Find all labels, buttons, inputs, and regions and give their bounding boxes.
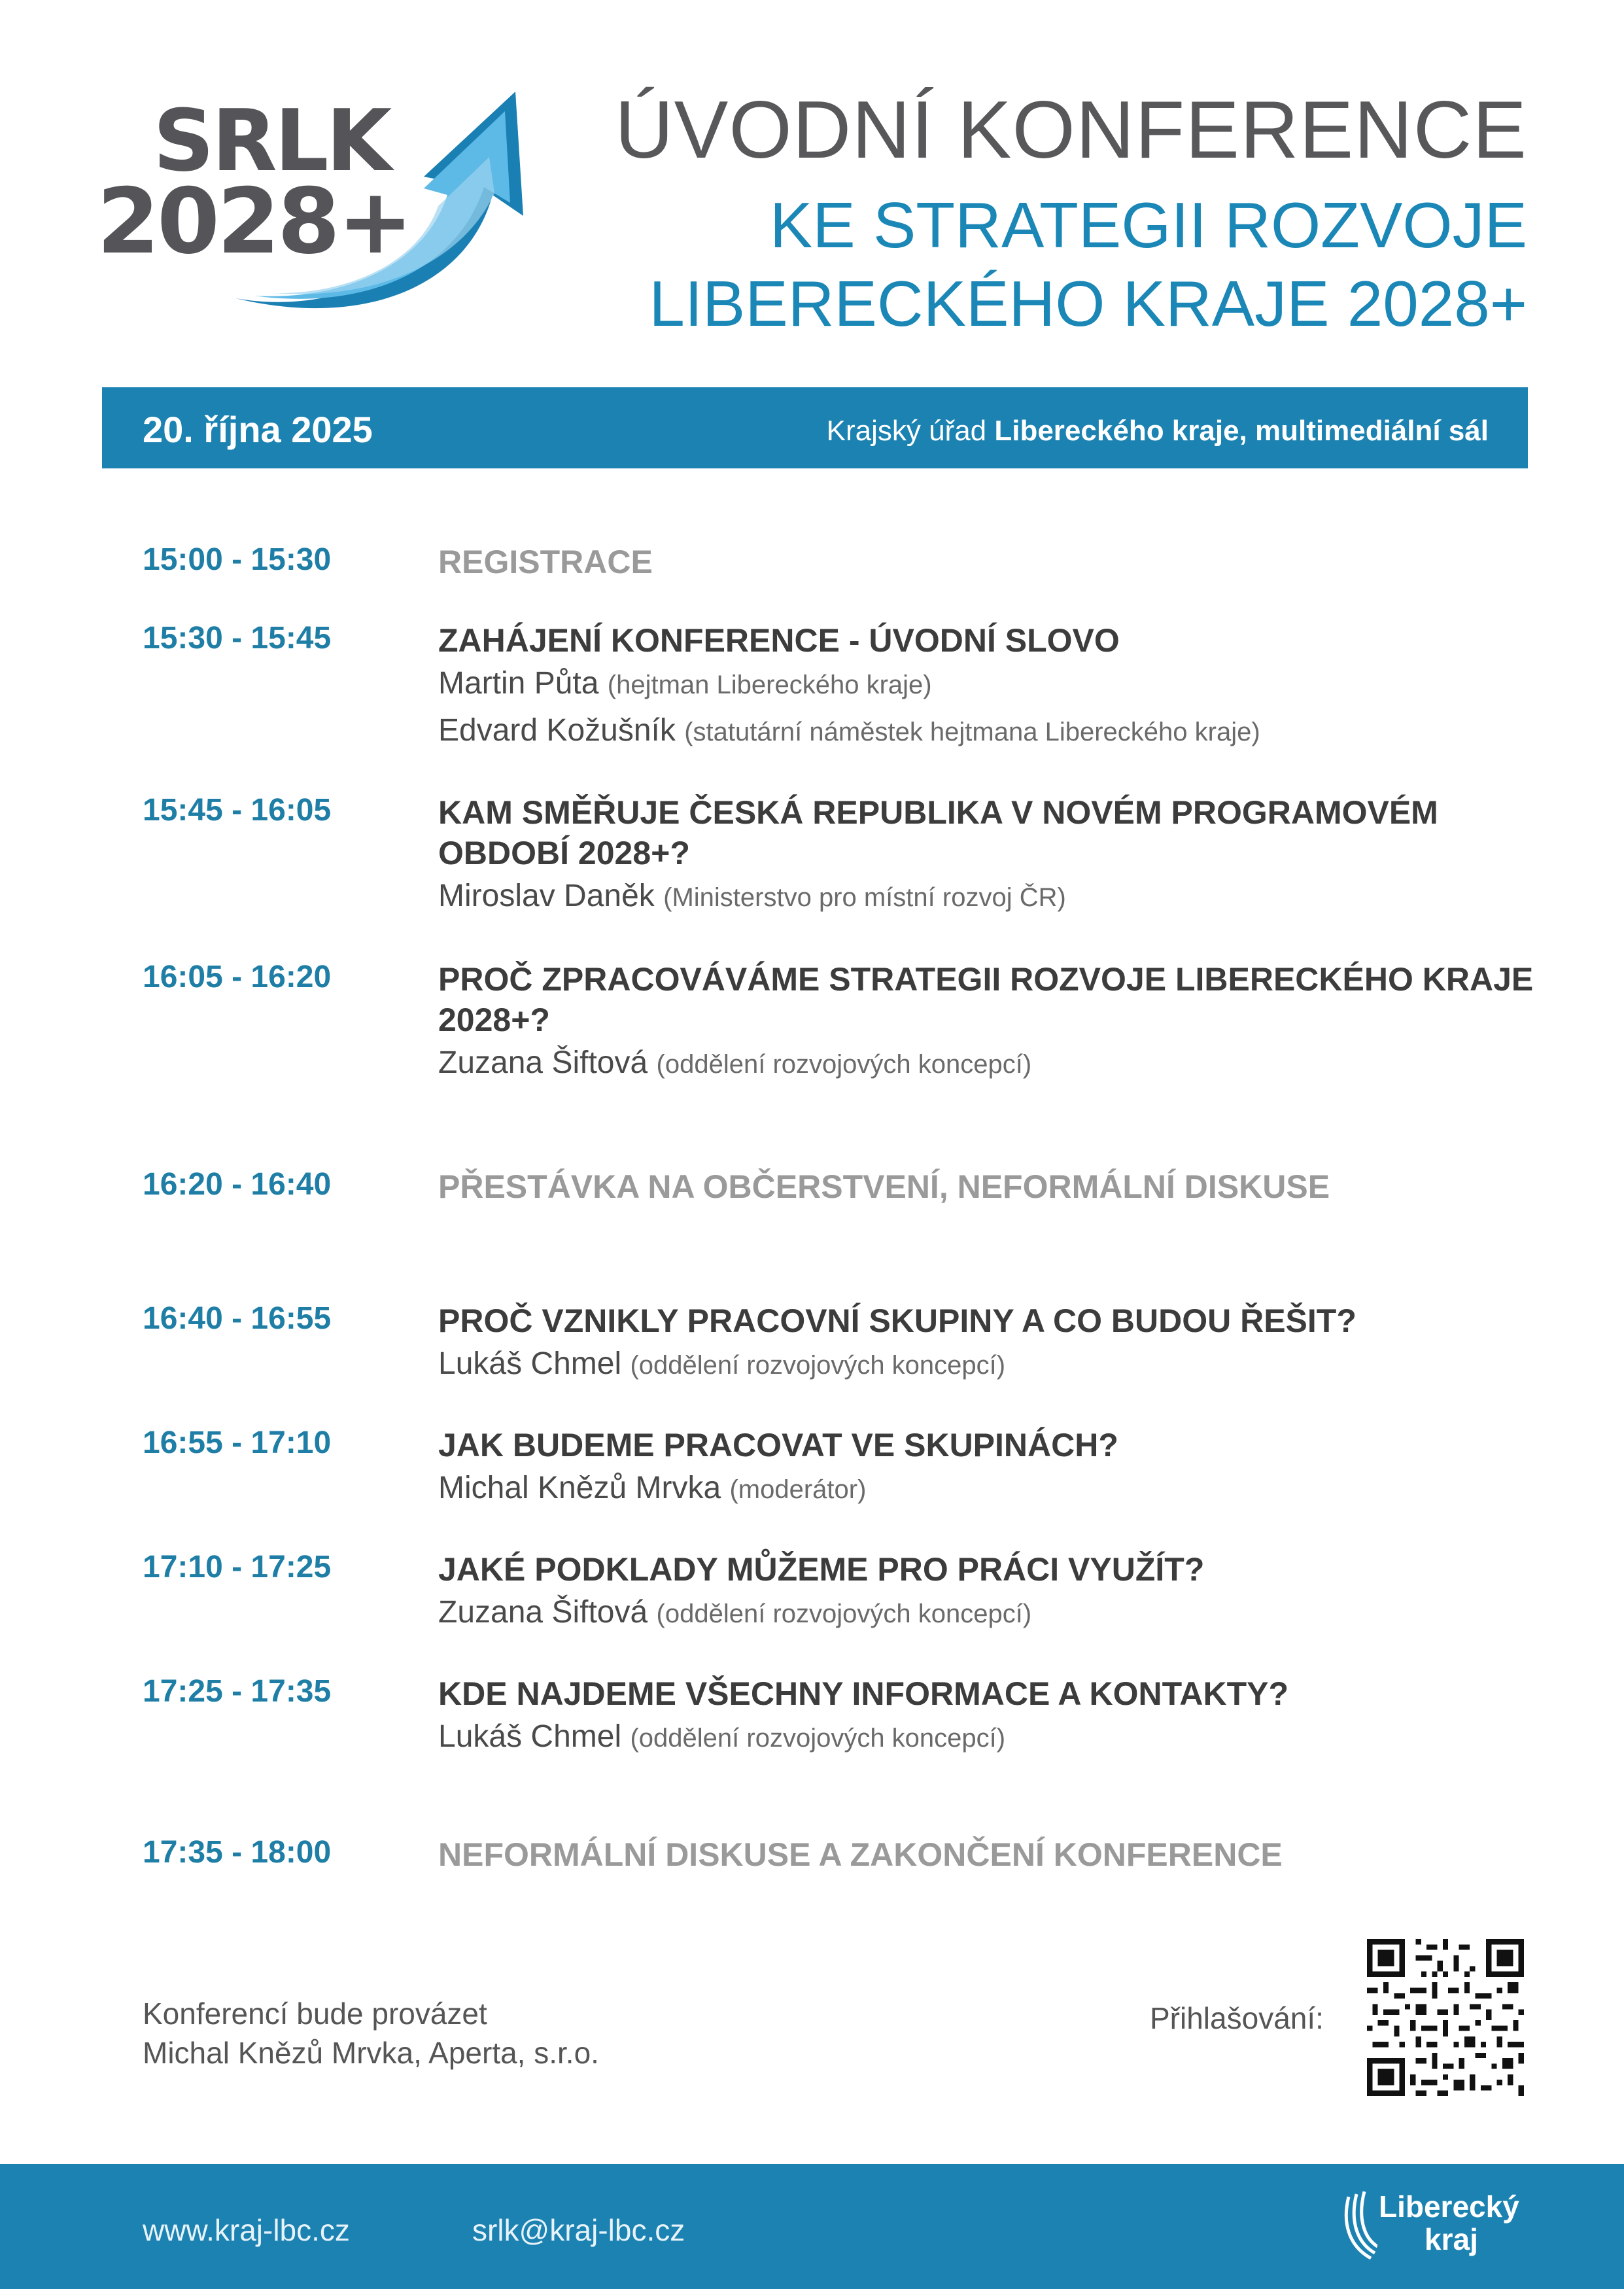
kraj-swoosh-icon: [1342, 2190, 1377, 2262]
email-link[interactable]: srlk@kraj-lbc.cz: [472, 2213, 685, 2247]
program-speaker: [438, 661, 1576, 708]
qr-code-icon[interactable]: [1367, 1939, 1524, 2096]
program-speaker: [438, 1714, 1576, 1761]
program-time: 17:35 - 18:00: [143, 1835, 332, 1870]
logo-text-2028: 2028+: [97, 169, 411, 274]
moderator-note-line1: Konferencí bude provázet: [143, 1997, 487, 2031]
speaker-role: (oddělení rozvojových koncepcí): [656, 1050, 1032, 1079]
program-topic: JAKÉ PODKLADY MŮŽEME PRO PRÁCI VYUŽÍT?: [438, 1551, 1205, 1588]
program-time: 15:30 - 15:45: [143, 621, 332, 655]
event-location-prefix: Krajský úřad: [826, 415, 995, 447]
page-subtitle-line2: LIBERECKÉHO KRAJE 2028+: [649, 268, 1527, 340]
program-time: 15:45 - 16:05: [143, 793, 332, 828]
speaker-role: (moderátor): [729, 1475, 867, 1504]
event-location-name: Libereckého kraje, multimediální sál: [994, 415, 1489, 447]
program-time: 16:40 - 16:55: [143, 1301, 332, 1336]
logo-text-srlk: SRLK: [153, 91, 390, 190]
program-speaker: [438, 1341, 1576, 1388]
speaker-name: Michal Knězů Mrvka: [438, 1471, 721, 1505]
program-time: 16:55 - 17:10: [143, 1425, 332, 1460]
program-speaker: [438, 873, 1576, 920]
kraj-logo-line1: Liberecký: [1379, 2190, 1519, 2224]
speaker-role: (Ministerstvo pro místní rozvoj ČR): [663, 883, 1066, 912]
program-speaker: [438, 708, 1576, 755]
kraj-logo-line2: kraj: [1425, 2222, 1478, 2256]
program-time: 17:10 - 17:25: [143, 1550, 332, 1584]
program-topic: REGISTRACE: [438, 544, 653, 580]
program-time: 16:05 - 16:20: [143, 960, 332, 994]
speaker-name: Miroslav Daněk: [438, 879, 655, 913]
speaker-name: Lukáš Chmel: [438, 1346, 622, 1381]
program-topic: PROČ VZNIKLY PRACOVNÍ SKUPINY A CO BUDOU ŘEŠIT?: [438, 1302, 1356, 1339]
liberecky-kraj-logo: [1342, 2190, 1538, 2269]
footer-bar: [0, 2164, 1624, 2289]
moderator-note: [143, 1994, 599, 2072]
program-topic: KAM SMĚŘUJE ČESKÁ REPUBLIKA V NOVÉM PROGRAMOVÉM OBDOBÍ 2028+?: [438, 794, 1438, 871]
program-time: 16:20 - 16:40: [143, 1167, 332, 1202]
program-time: 17:25 - 17:35: [143, 1674, 332, 1709]
page-subtitle-line1: KE STRATEGII ROZVOJE: [769, 189, 1527, 261]
moderator-note-line2: Michal Knězů Mrvka, Aperta, s.r.o.: [143, 2036, 599, 2070]
speaker-role: (statutární náměstek hejtmana Libereckého kraje): [684, 718, 1260, 746]
signup-label: Přihlašování:: [1150, 2001, 1324, 2035]
speaker-name: Martin Půta: [438, 666, 599, 701]
speaker-role: (oddělení rozvojových koncepcí): [630, 1351, 1006, 1380]
program-topic: PROČ ZPRACOVÁVÁME STRATEGII ROZVOJE LIBERECKÉHO KRAJE 2028+?: [438, 961, 1534, 1038]
event-date: 20. října 2025: [143, 409, 373, 450]
speaker-role: (oddělení rozvojových koncepcí): [656, 1599, 1032, 1628]
program-topic: PŘESTÁVKA NA OBČERSTVENÍ, NEFORMÁLNÍ DISKUSE: [438, 1168, 1330, 1205]
speaker-role: (oddělení rozvojových koncepcí): [630, 1724, 1006, 1753]
program-topic: KDE NAJDEME VŠECHNY INFORMACE A KONTAKTY?: [438, 1675, 1289, 1712]
program-speaker: [438, 1040, 1576, 1087]
program-topic: ZAHÁJENÍ KONFERENCE - ÚVODNÍ SLOVO: [438, 622, 1120, 659]
event-location: [827, 415, 1489, 447]
page-title: ÚVODNÍ KONFERENCE: [615, 85, 1527, 175]
program-topic: NEFORMÁLNÍ DISKUSE A ZAKONČENÍ KONFERENCE: [438, 1836, 1283, 1873]
srlk-logo: [97, 85, 528, 334]
speaker-name: Lukáš Chmel: [438, 1719, 622, 1754]
date-location-band: [102, 387, 1528, 468]
program-speaker: [438, 1465, 1576, 1512]
program-topic: JAK BUDEME PRACOVAT VE SKUPINÁCH?: [438, 1427, 1118, 1463]
program-time: 15:00 - 15:30: [143, 542, 332, 577]
speaker-name: Zuzana Šiftová: [438, 1595, 648, 1630]
speaker-name: Edvard Kožušník: [438, 713, 676, 748]
program-speaker: [438, 1590, 1576, 1637]
speaker-name: Zuzana Šiftová: [438, 1045, 648, 1080]
speaker-role: (hejtman Libereckého kraje): [607, 671, 932, 699]
website-link[interactable]: www.kraj-lbc.cz: [143, 2213, 350, 2247]
